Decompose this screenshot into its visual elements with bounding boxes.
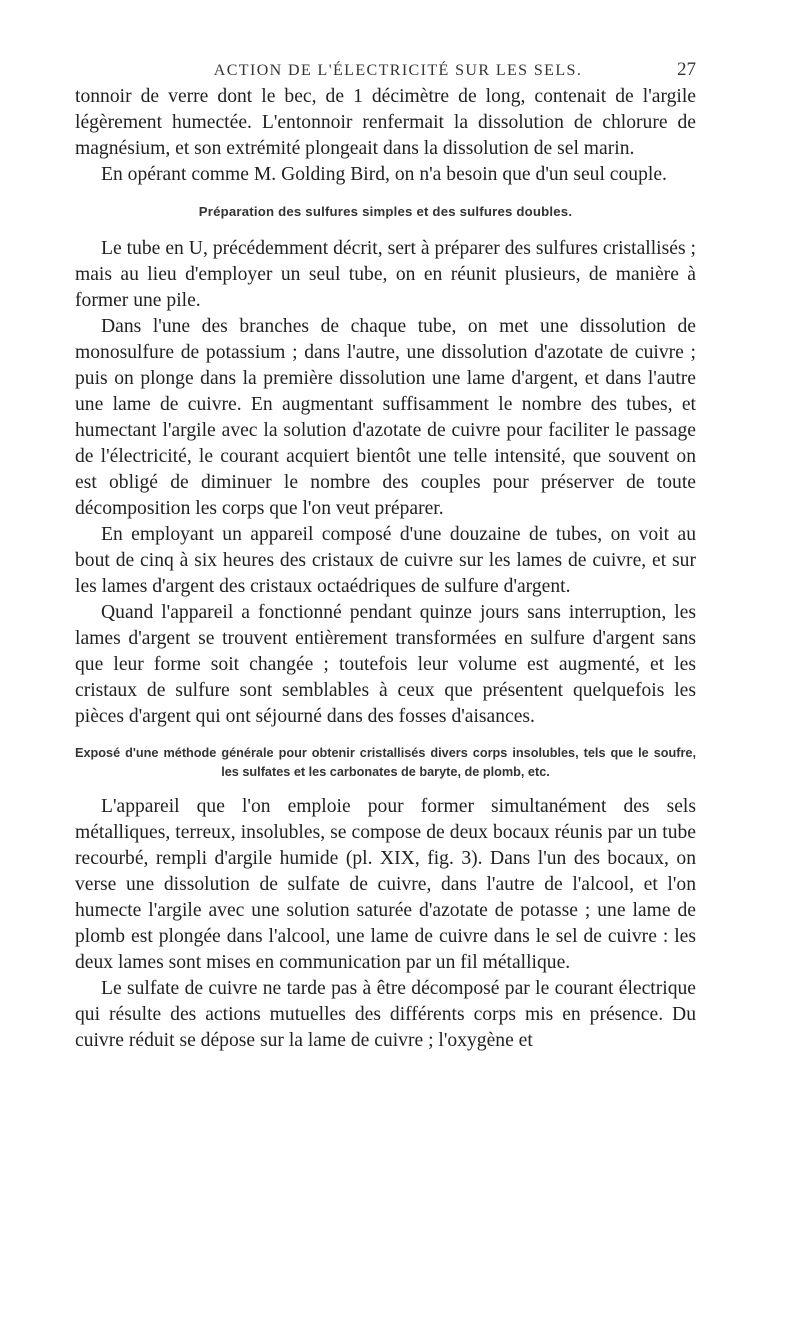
paragraph-continuation: tonnoir de verre dont le bec, de 1 décimètre de long, contenait de l'argile légèrement humectée. L'entonnoir renfermait la dissolution de chlorure de magnésium, et son extrémité plongeait dans la dissolution de sel marin.	[75, 86, 696, 159]
section-heading-sulfures: Préparation des sulfures simples et des sulfures doubles.	[198, 204, 573, 219]
running-title: ACTION DE L'ÉLECTRICITÉ SUR LES SELS.	[213, 62, 583, 79]
paragraph-appareil: L'appareil que l'on emploie pour former simultanément des sels métalliques, terreux, insolubles, se compose de deux bocaux réunis par un tube recourbé, rempli d'argile humide (pl. XIX, fig. 3). Dans l'un des bocaux, on verse une dissolution de sulfate de cuivre, dans l'autre de l'alcool, et l'on humecte l'argile avec une solution saturée d'azotate de potasse ; une lame de plomb est plongée dans l'alcool, une lame de cuivre dans le sel de cuivre : les deux lames sont mises en communication par un fil métallique.	[75, 796, 696, 973]
page-number: 27	[677, 59, 696, 80]
paragraph-douzaine-tubes: En employant un appareil composé d'une douzaine de tubes, on voit au bout de cinq à six heures des cristaux de cuivre sur les lames de cuivre, et sur les lames d'argent des cristaux octaédriques de sulfure d'argent.	[75, 524, 696, 597]
paragraph-golding-bird: En opérant comme M. Golding Bird, on n'a besoin que d'un seul couple.	[101, 164, 667, 185]
paragraph-sulfate-cuivre: Le sulfate de cuivre ne tarde pas à être décomposé par le courant électrique qui résulte des actions mutuelles des différents corps mis en présence. Du cuivre réduit se dépose sur la lame de cuivre ; l'oxygène et	[75, 978, 696, 1051]
section-heading-methode-generale: Exposé d'une méthode générale pour obtenir cristallisés divers corps insolubles, tels que le soufre, les sulfates et les carbonates de baryte, de plomb, etc.	[75, 746, 696, 779]
paragraph-tube-en-u: Le tube en U, précédemment décrit, sert à préparer des sulfures cristallisés ; mais au lieu d'employer un seul tube, on en réunit plusieurs, de manière à former une pile.	[75, 238, 696, 311]
body-text	[75, 84, 696, 1054]
running-header	[100, 59, 696, 86]
paragraph-branches: Dans l'une des branches de chaque tube, on met une dissolution de monosulfure de potassium ; dans l'autre, une dissolution d'azotate de cuivre ; puis on plonge dans la première dissolution une lame d'argent, et dans l'autre une lame de cuivre. En augmentant suffisamment le nombre des tubes, et humectant l'argile avec la solution d'azotate de cuivre pour faciliter le passage de l'électricité, le courant acquiert bientôt une telle intensité, que souvent on est obligé de diminuer le nombre des couples pour préserver de toute décomposition les corps que l'on veut préparer.	[75, 316, 696, 519]
paragraph-quinze-jours: Quand l'appareil a fonctionné pendant quinze jours sans interruption, les lames d'argent se trouvent entièrement transformées en sulfure d'argent sans que leur forme soit changée ; toutefois leur volume est augmenté, et les cristaux de sulfure sont semblables à ceux que présentent quelquefois les pièces d'argent qui ont séjourné dans des fosses d'aisances.	[75, 602, 696, 727]
